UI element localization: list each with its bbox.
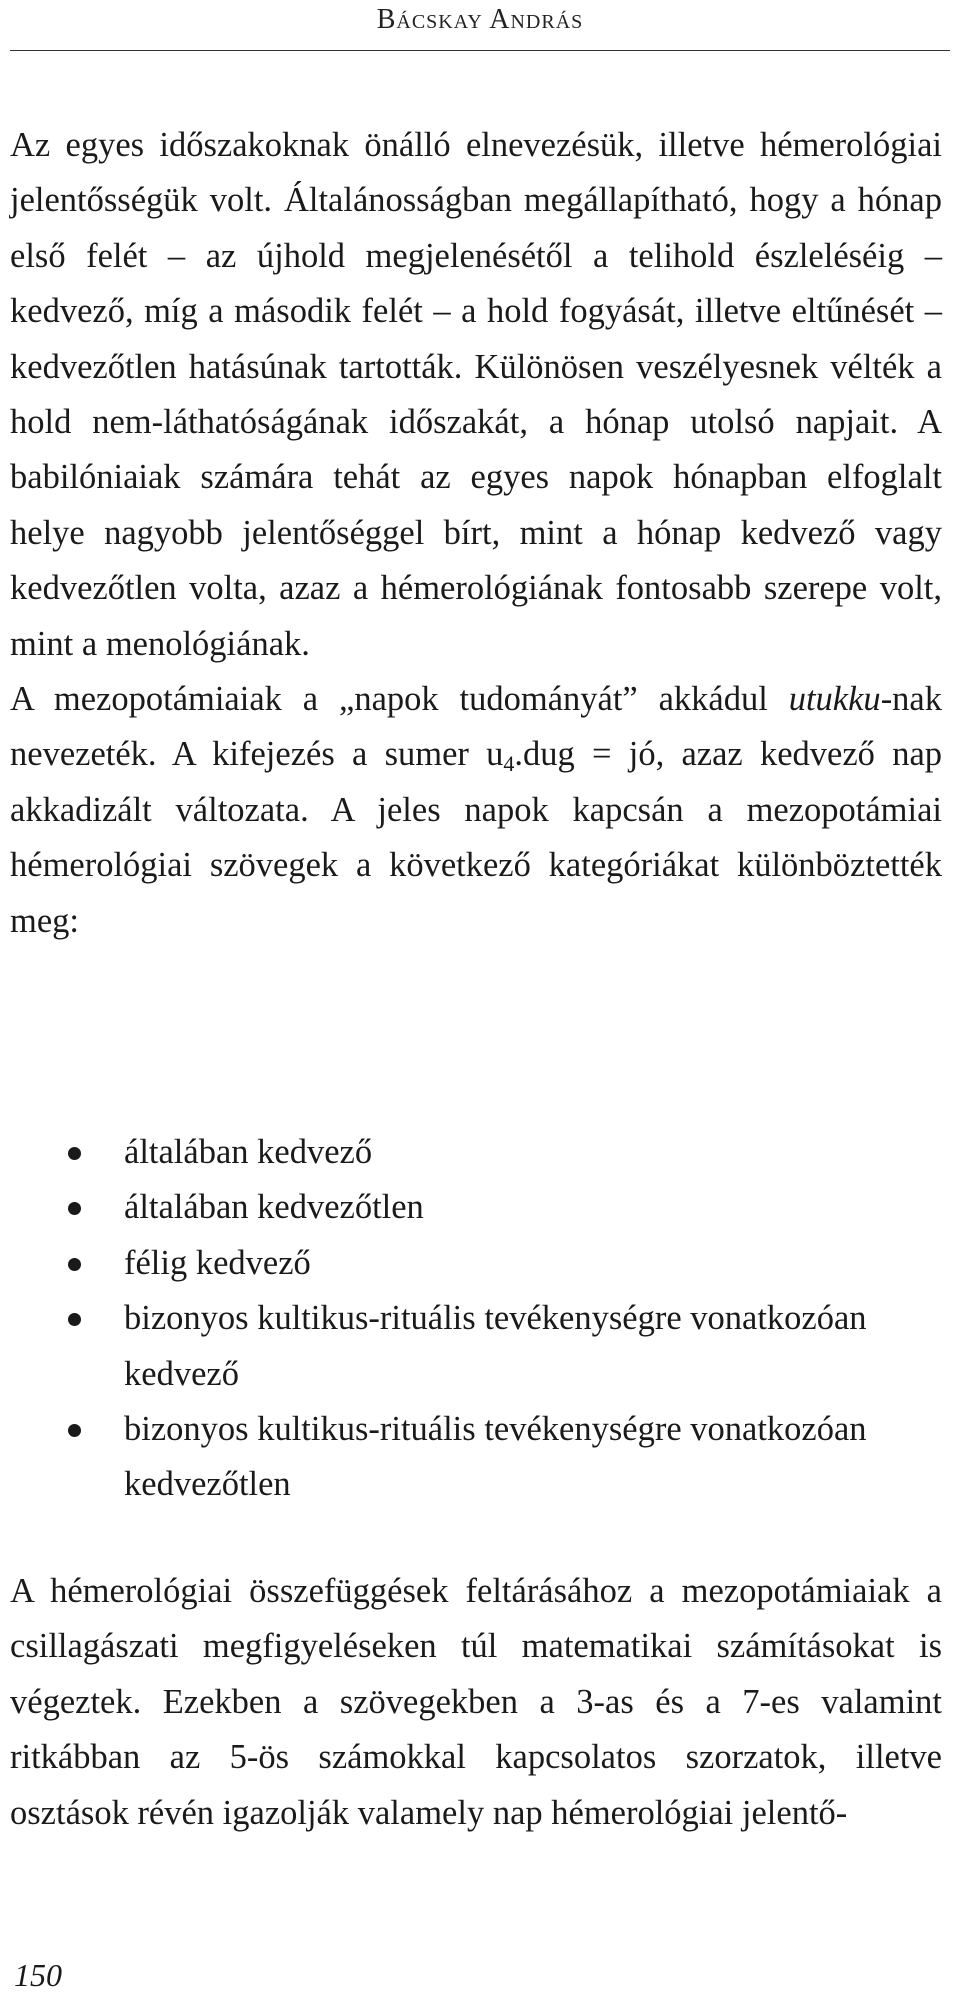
list-item-text: általában kedvezőtlen (124, 1188, 424, 1227)
main-text-block (10, 118, 942, 949)
list-item (68, 1125, 928, 1180)
list-item-text: bizonyos kultikus-rituális tevékenységre vonatkozóan kedvezőtlen (124, 1410, 867, 1504)
list-item (68, 1180, 928, 1235)
bullet-icon (68, 1147, 81, 1160)
paragraph-2-part-a: A mezopotámiaiak a „napok tudományát” akkádul (10, 680, 789, 719)
header-rule (10, 50, 950, 51)
paragraph-2-part-c: .dug = jó, azaz kedvező nap akkadizált változata. A jeles napok kapcsán a mezopotámiai hémerológiai szövegek a következő kategóriákat különböztették meg: (10, 735, 943, 940)
list-item (68, 1402, 928, 1513)
list-item (68, 1236, 928, 1291)
list-item-text: bizonyos kultikus-rituális tevékenységre vonatkozóan kedvező (124, 1299, 867, 1393)
bullet-icon (68, 1258, 81, 1271)
bullet-icon (68, 1202, 81, 1215)
paragraph-2-part-b: -nak nevezeték. A kifejezés a sumer u (10, 680, 942, 774)
paragraph-1: Az egyes időszakoknak önálló elnevezésük, illetve hémerológiai jelentősségük volt. Általánosságban megállapítható, hogy a hónap első felét – az újhold megjelenésétől a telihold észleléséig – kedvező, míg a második felét – a hold fogyását, illetve eltűnését – kedvezőtlen hatásúnak tartották. Különösen veszélyesnek vélték a hold nem-láthatóságának időszakát, a hónap utolsó napjait. A babilóniaiak számára tehát az egyes napok hónapban elfoglalt helye nagyobb jelentőséggel bírt, mint a hónap kedvező vagy kedvezőtlen volta, azaz a hémerológiának fontosabb szerepe volt, mint a menológiának. (10, 126, 942, 663)
page-number: 150 (14, 1957, 62, 1993)
category-list (68, 1125, 928, 1513)
paragraph-2 (10, 672, 942, 949)
list-item-text: általában kedvező (124, 1133, 373, 1171)
list-item-text: félig kedvező (124, 1243, 311, 1282)
paragraph-2-subscript: 4 (503, 751, 515, 777)
list-item (68, 1291, 928, 1402)
bullet-icon (68, 1313, 81, 1326)
paragraph-2-italic-term: utukku (788, 680, 881, 719)
paragraph-3: A hémerológiai összefüggések feltárásához a mezopotámiaiak a csillagászati megfigyeléseken túl matematikai számításokat is végeztek. Ezekben a szövegekben a 3-as és a 7-es valamint ritkábban az 5-ös számokkal kapcsolatos szorzatok, illetve osztások révén igazolják valamely nap hémerológiai jelentő- (10, 1572, 942, 1832)
running-head-author: Bácskay András (376, 4, 584, 35)
bullet-icon (68, 1424, 81, 1437)
